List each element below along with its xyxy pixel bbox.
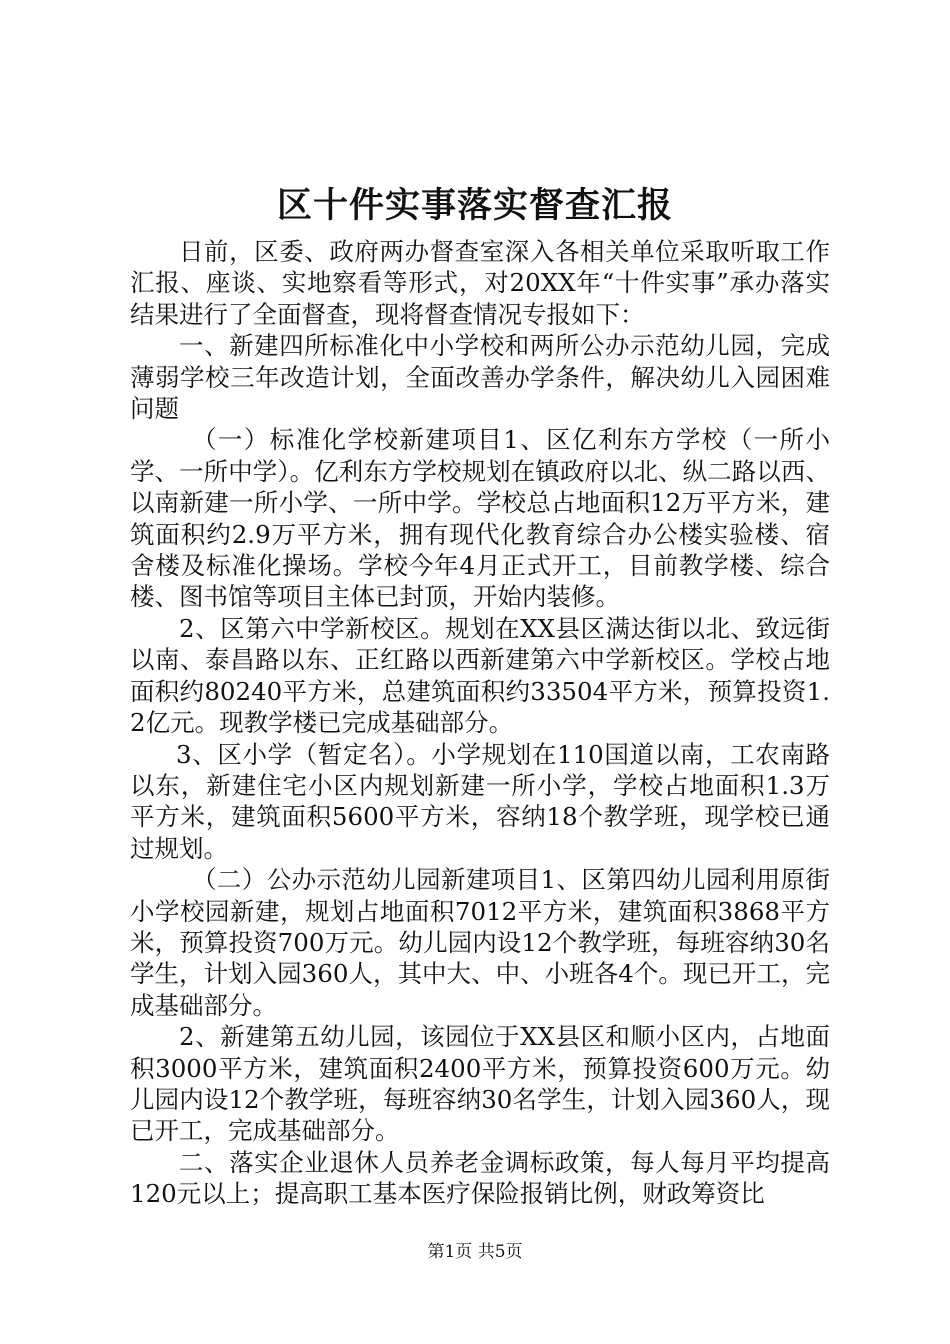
document-body [130, 236, 830, 1210]
paragraph-fifth-kindergarten: 2、新建第五幼儿园，该园位于XX县区和顺小区内，占地面积3000平方米，建筑面积2400平方米，预算投资600万元。幼儿园内设12个教学班，每班容纳30名学生，计划入园360人，现已开工，完成基础部分。 [130, 1022, 830, 1146]
page-number: 第1页 共5页 [427, 1242, 523, 1262]
paragraph-section-1: 一、新建四所标准化中小学校和两所公办示范幼儿园，完成薄弱学校三年改造计划，全面改善办学条件，解决幼儿入园困难问题 [130, 331, 830, 424]
document-title: 区十件实事落实督查汇报 [276, 185, 673, 226]
paragraph-intro: 日前，区委、政府两办督查室深入各相关单位采取听取工作汇报、座谈、实地察看等形式，对20XX年“十件实事”承办落实结果进行了全面督查，现将督查情况专报如下： [130, 237, 830, 329]
paragraph-primary-school: 3、区小学（暂定名）。小学规划在110国道以南，工农南路以东，新建住宅小区内规划新建一所小学，学校占地面积1.3万平方米，建筑面积5600平方米，容纳18个教学班，现学校已通过规划。 [130, 739, 830, 863]
paragraph-standard-schools: （一）标准化学校新建项目1、区亿利东方学校（一所小学、一所中学）。亿利东方学校规划在镇政府以北、纵二路以西、以南新建一所小学、一所中学。学校总占地面积12万平方米，建筑面积约2.9万平方米，拥有现代化教育综合办公楼实验楼、宿舍楼及标准化操场。学校今年4月正式开工，目前教学楼、综合楼、图书馆等项目主体已封顶，开始内装修。 [130, 425, 830, 612]
paragraph-kindergartens: （二）公办示范幼儿园新建项目1、区第四幼儿园利用原街小学校园新建，规划占地面积7012平方米，建筑面积3868平方米，预算投资700万元。幼儿园内设12个教学班，每班容纳30名学生，计划入园360人，其中大、中、小班各4个。现已开工，完成基础部分。 [130, 865, 830, 1020]
paragraph-sixth-middle-school: 2、区第六中学新校区。规划在XX县区满达街以北、致远街以南、泰昌路以东、正红路以西新建第六中学新校区。学校占地面积约80240平方米，总建筑面积约33504平方米，预算投资1.2亿元。现教学楼已完成基础部分。 [130, 613, 830, 738]
paragraph-section-2: 二、落实企业退休人员养老金调标政策，每人每月平均提高120元以上；提高职工基本医疗保险报销比例，财政筹资比 [130, 1147, 830, 1209]
